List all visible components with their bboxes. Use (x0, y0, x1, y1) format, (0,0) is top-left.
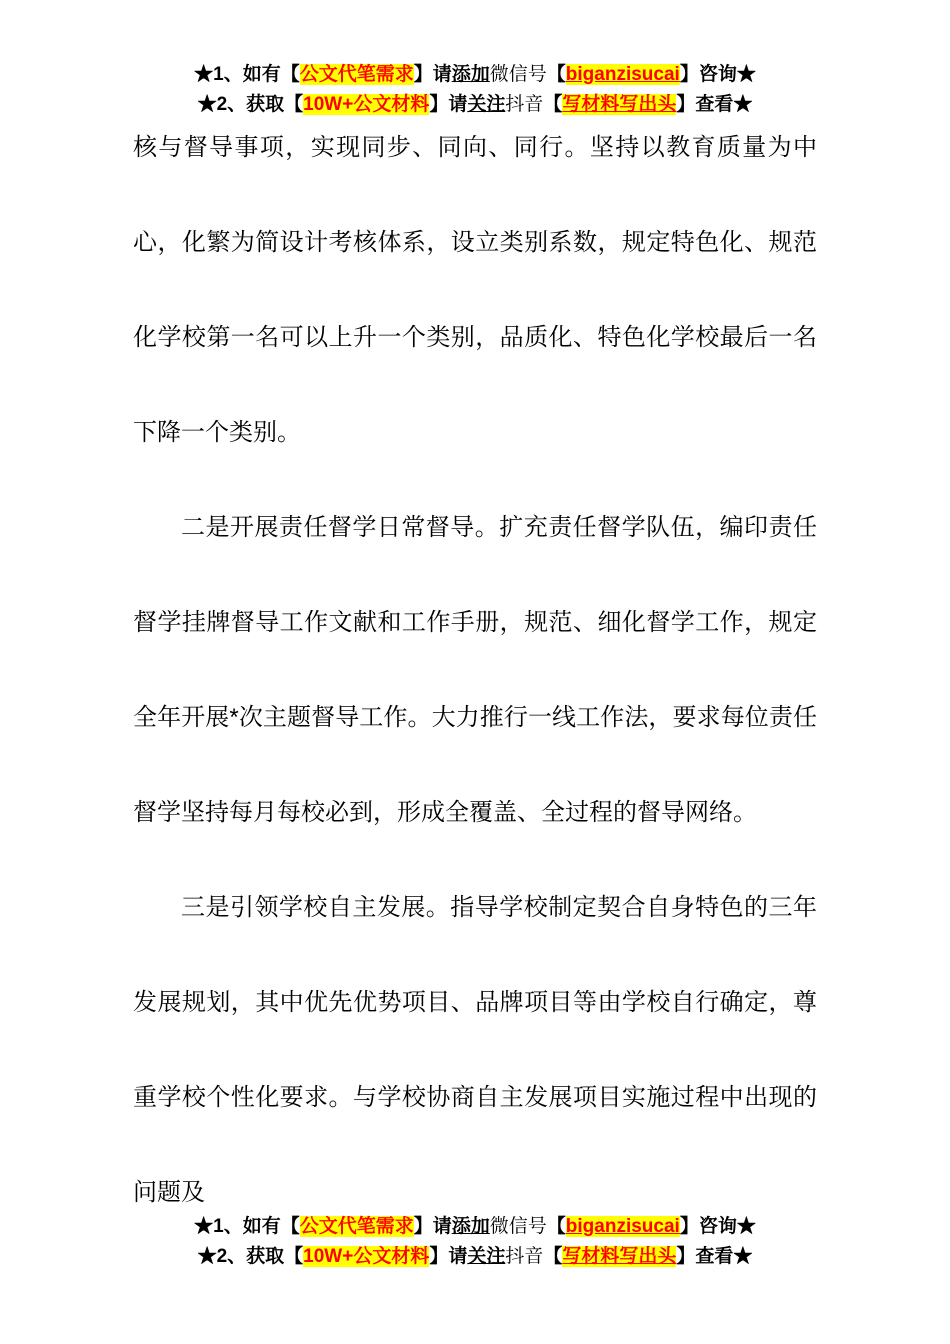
ad-text-segment: 关注 (467, 94, 506, 115)
footer-ad-banner (0, 1212, 950, 1272)
highlighted-ad-text: 10W+公文材料 (303, 1246, 430, 1267)
ad-text-segment: 】请 (429, 1246, 468, 1267)
ad-text-segment: 微信号 (489, 64, 547, 85)
highlighted-ad-text: 10W+公文材料 (303, 94, 430, 115)
ad-text-segment: 】查看★ (676, 94, 753, 115)
ad-text-segment: 添加 (451, 1216, 490, 1237)
highlighted-ad-text: 写材料写出头 (562, 94, 677, 115)
ad-text-segment: 关注 (467, 1246, 506, 1267)
ad-text-segment: 】查看★ (676, 1246, 753, 1267)
ad-text-segment: 抖音 (505, 1246, 544, 1267)
ad-text-segment: ★2、获取【 (197, 1246, 304, 1267)
highlighted-ad-text: biganzisucai (565, 1216, 680, 1237)
footer-ad-line-2 (0, 1242, 950, 1272)
ad-text-segment: 【 (543, 1246, 563, 1267)
ad-text-segment: 】请 (413, 1216, 452, 1237)
ad-text-segment: 【 (546, 64, 566, 85)
ad-text-segment: 【 (543, 94, 563, 115)
highlighted-ad-text: 公文代笔需求 (299, 1216, 414, 1237)
body-paragraph-second-point: 二是开展责任督学日常督导。扩充责任督学队伍，编印责任督学挂牌督导工作文献和工作手册，规范、细化督学工作，规定全年开展*次主题督导工作。大力推行一线工作法，要求每位责任督学坚持每月每校必到，形成全覆盖、全过程的督导网络。 (133, 514, 817, 826)
ad-text-segment: 】请 (429, 94, 468, 115)
document-body (133, 100, 817, 1240)
highlighted-ad-text: 写材料写出头 (562, 1246, 677, 1267)
ad-text-segment: 添加 (451, 64, 490, 85)
ad-text-segment: 】咨询★ (679, 64, 756, 85)
ad-text-segment: 抖音 (505, 94, 544, 115)
ad-text-segment: 微信号 (489, 1216, 547, 1237)
ad-text-segment: ★1、如有【 (194, 1216, 300, 1237)
body-paragraph-continuation: 核与督导事项，实现同步、同向、同行。坚持以教育质量为中心，化繁为简设计考核体系，设立类别系数，规定特色化、规范化学校第一名可以上升一个类别，品质化、特色化学校最后一名下降一个类别。 (133, 134, 817, 446)
body-paragraph-third-point: 三是引领学校自主发展。指导学校制定契合自身特色的三年发展规划，其中优先优势项目、品牌项目等由学校自行确定，尊重学校个性化要求。与学校协商自主发展项目实施过程中出现的问题及 (133, 894, 817, 1206)
ad-text-segment: ★2、获取【 (197, 94, 304, 115)
ad-text-segment: 【 (546, 1216, 566, 1237)
footer-ad-line-1 (0, 1212, 950, 1242)
ad-text-segment: ★1、如有【 (194, 64, 300, 85)
ad-text-segment: 】咨询★ (679, 1216, 756, 1237)
ad-text-segment: 】请 (413, 64, 452, 85)
highlighted-ad-text: biganzisucai (565, 64, 680, 85)
highlighted-ad-text: 公文代笔需求 (299, 64, 414, 85)
header-ad-line-1 (0, 60, 950, 90)
